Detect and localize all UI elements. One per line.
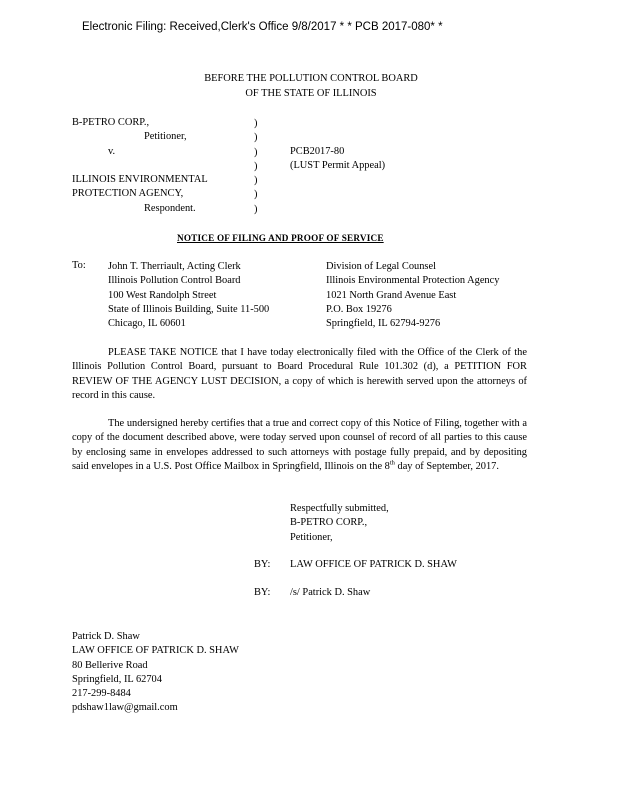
case-number: PCB2017-80 (290, 146, 345, 157)
recipient-left: John T. Therriault, Acting Clerk Illinois Pollution Control Board 100 West Randolph Street State of Illinois Building, Suite 11-500 Chicago, IL 60601 (108, 261, 270, 330)
respondent-line1: ILLINOIS ENVIRONMENTAL (72, 174, 208, 185)
petitioner-name: B-PETRO CORP., (72, 117, 150, 128)
certification-paragraph: The undersigned hereby certifies that a true and correct copy of this Notice of Filing, together with a copy of the document described above, were today served upon counsel of record of all parties to this cause by enclosing same in envelopes addressed to such attorneys with postage fully prepaid, and by depositing said envelopes in a U.S. Post Office Mailbox in Springfield, Illinois on the 8th day of September, 2017. (72, 418, 527, 472)
respondent-line2: PROTECTION AGENCY, (72, 188, 184, 199)
electronic-signature: /s/ Patrick D. Shaw (290, 587, 371, 598)
by-label-2: BY: (254, 587, 271, 598)
recipient-right: Division of Legal Counsel Illinois Environmental Protection Agency 1021 North Grand Avenue East P.O. Box 19276 Springfield, IL 62794-9276 (326, 261, 500, 330)
caption-parens: ) ) ) ) ) ) ) (254, 118, 258, 215)
notice-title: NOTICE OF FILING AND PROOF OF SERVICE (177, 233, 384, 243)
court-title-line2: OF THE STATE OF ILLINOIS (245, 88, 377, 99)
by-label-1: BY: (254, 559, 271, 570)
filing-header: Electronic Filing: Received,Clerk's Office 9/8/2017 * * PCB 2017-080* * (82, 21, 443, 33)
versus: v. (108, 146, 116, 157)
to-label: To: (72, 260, 86, 271)
respondent-role: Respondent. (144, 203, 196, 214)
by-line-1: LAW OFFICE OF PATRICK D. SHAW (290, 559, 457, 570)
attorney-contact-block: Patrick D. Shaw LAW OFFICE OF PATRICK D. SHAW 80 Bellerive Road Springfield, IL 62704 217-299-8484 pdshaw1law@gmail.com (72, 631, 239, 714)
petitioner-role: Petitioner, (144, 131, 187, 142)
court-title-line1: BEFORE THE POLLUTION CONTROL BOARD (204, 73, 418, 84)
signature-block: Respectfully submitted, B-PETRO CORP., Petitioner, (290, 503, 389, 543)
notice-paragraph: PLEASE TAKE NOTICE that I have today electronically filed with the Office of the Clerk of the Illinois Pollution Control Board, pursuant to Board Procedural Rule 101.302 (d), a PETITION FOR REVIEW OF THE AGENCY LUST DECISION, a copy of which is herewith served upon the attorneys of record in this cause. (72, 347, 527, 401)
case-type: (LUST Permit Appeal) (290, 160, 386, 171)
